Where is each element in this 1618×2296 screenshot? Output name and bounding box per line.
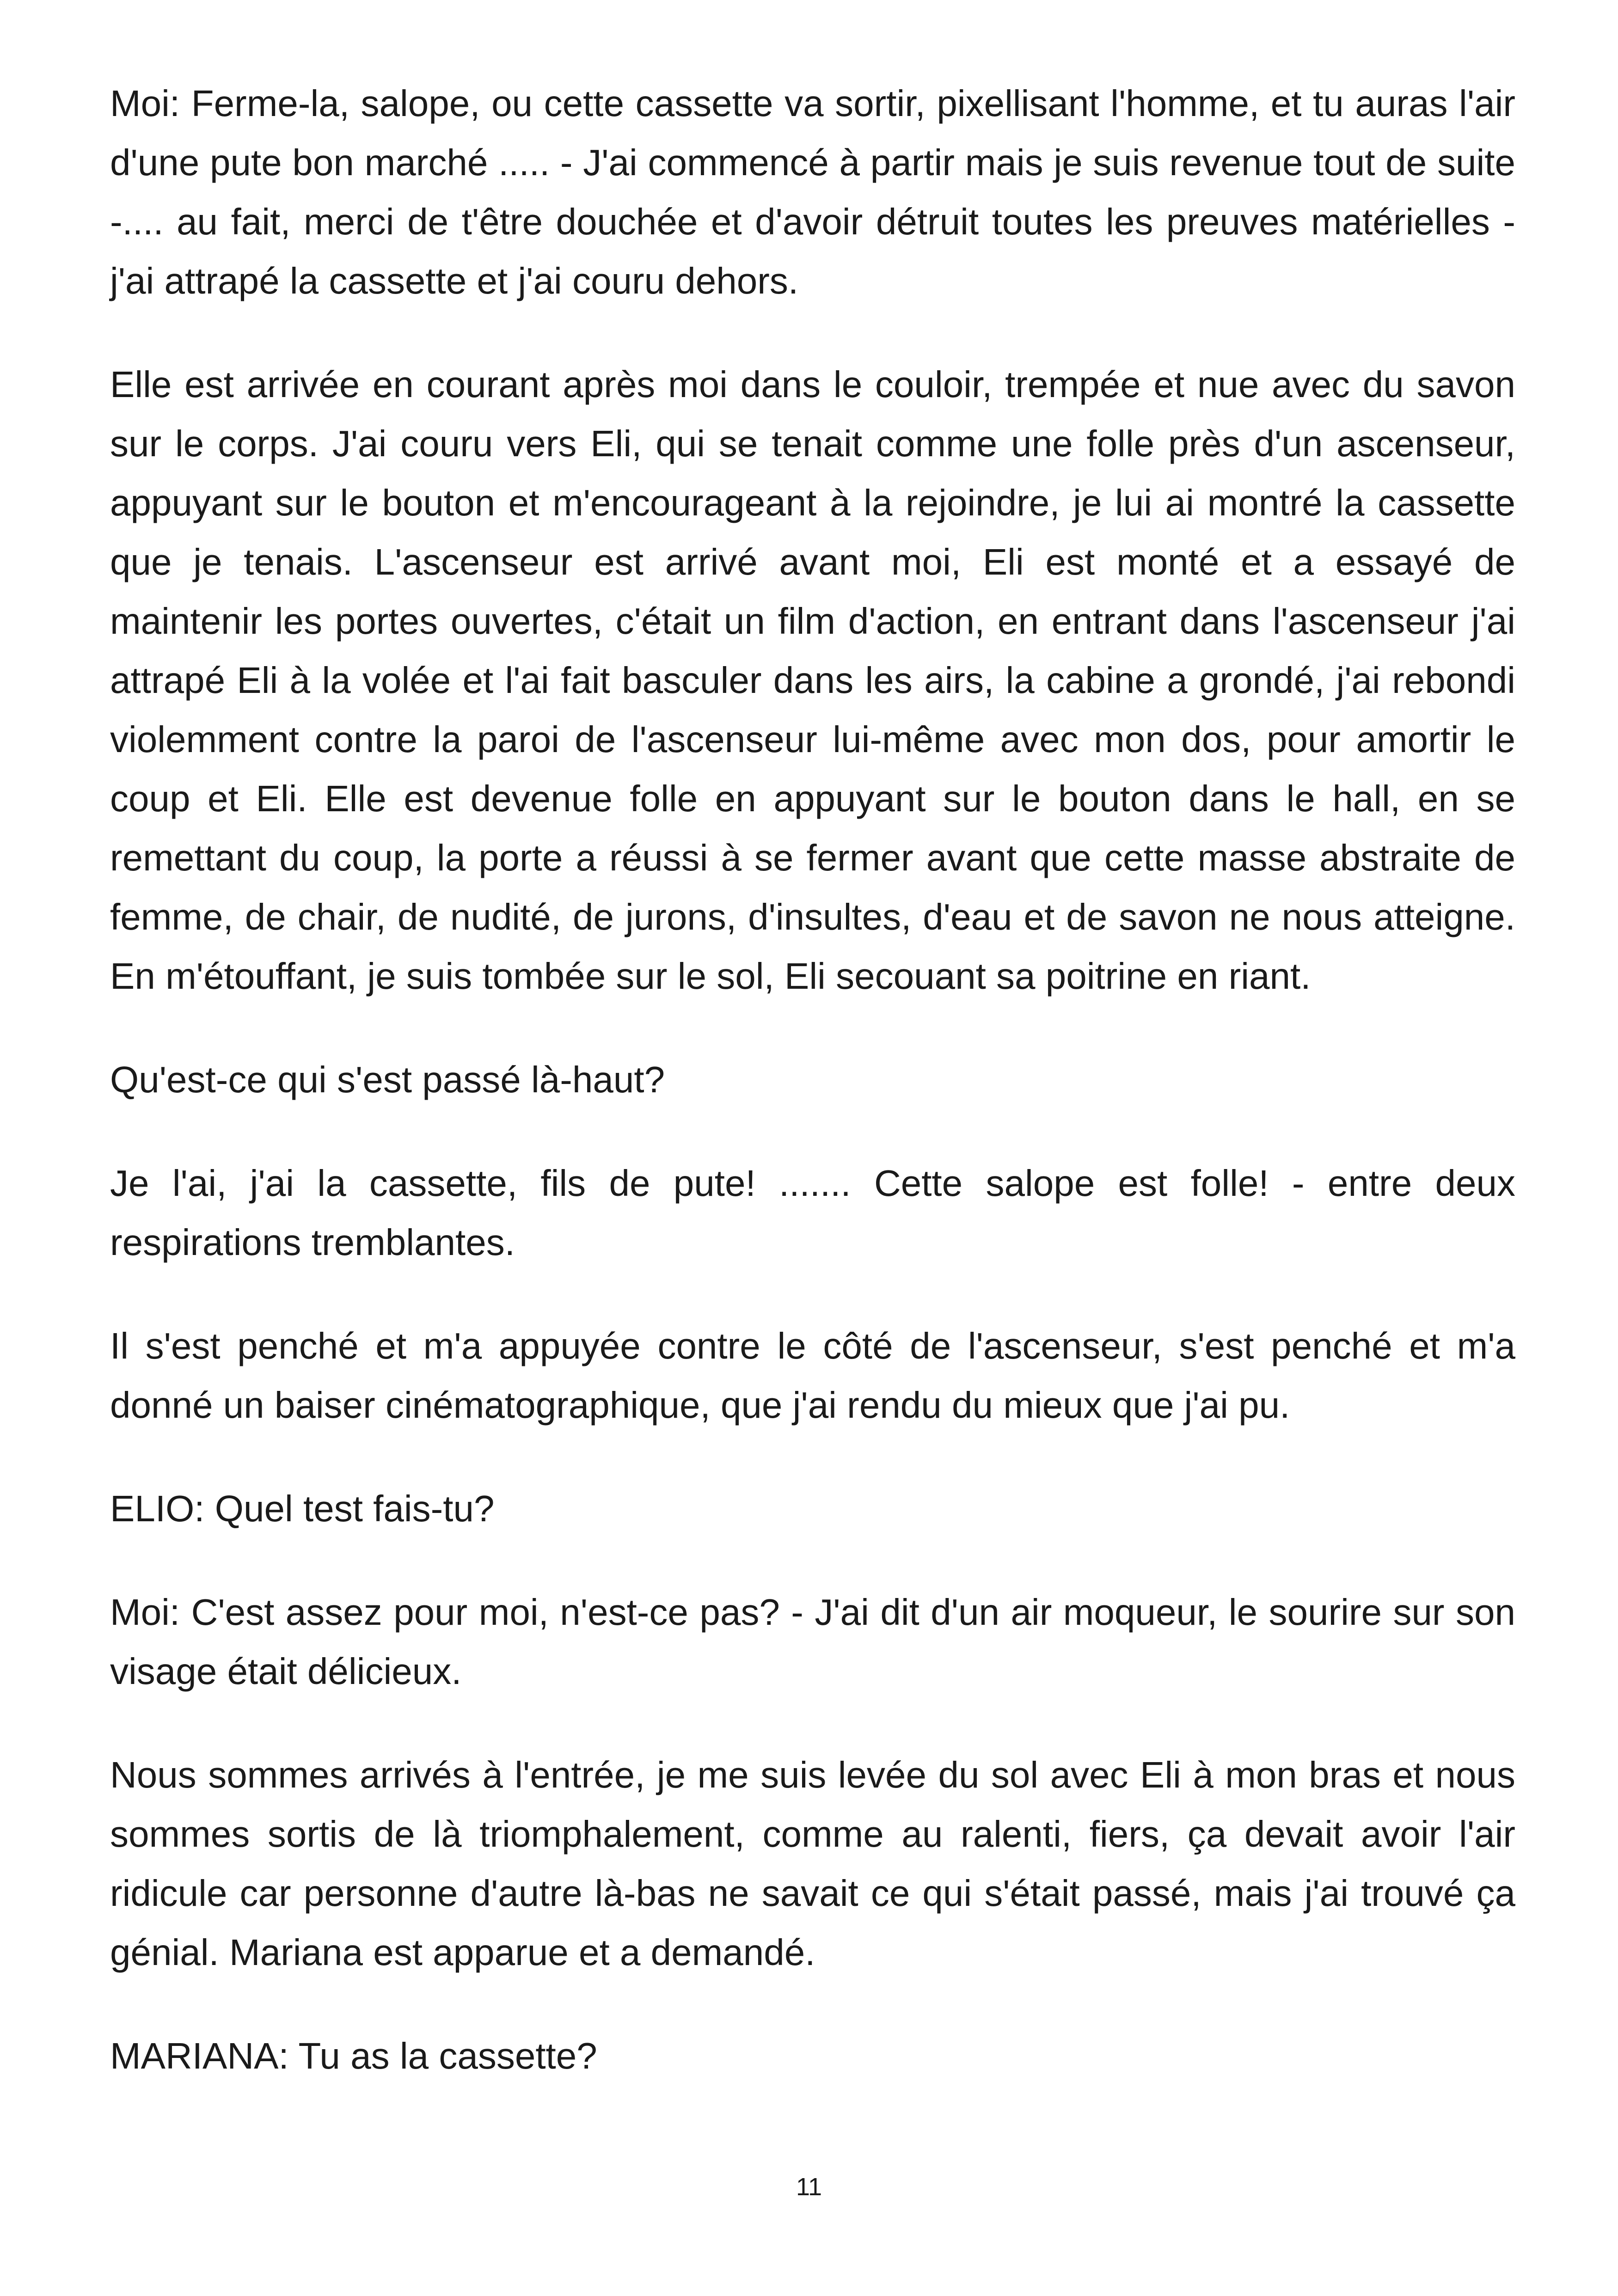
paragraph: Moi: Ferme-la, salope, ou cette cassette va sortir, pixellisant l'homme, et tu auras l'air d'une pute bon marché ..... - J'ai commencé à partir mais je suis revenue tout de suite -.... au fait, merci de t'être douchée et d'avoir détruit toutes les preuves matérielles - j'ai attrapé la cassette et j'ai couru dehors. xyxy=(110,83,1515,301)
paragraph: Il s'est penché et m'a appuyée contre le côté de l'ascenseur, s'est penché et m'a donné un baiser cinématographique, que j'ai rendu du mieux que j'ai pu. xyxy=(110,1325,1515,1426)
paragraph: Moi: C'est assez pour moi, n'est-ce pas? - J'ai dit d'un air moqueur, le sourire sur son visage était délicieux. xyxy=(110,1592,1515,1692)
paragraph: Qu'est-ce qui s'est passé là-haut? xyxy=(110,1059,665,1100)
page-number: 11 xyxy=(796,2173,822,2201)
paragraph: MARIANA: Tu as la cassette? xyxy=(110,2035,597,2076)
paragraph: Je l'ai, j'ai la cassette, fils de pute! ....... Cette salope est folle! - entre deux respirations tremblantes. xyxy=(110,1163,1515,1263)
paragraph: Nous sommes arrivés à l'entrée, je me suis levée du sol avec Eli à mon bras et nous sommes sortis de là triomphalement, comme au ralenti, fiers, ça devait avoir l'air ridicule car personne d'autre là-bas ne savait ce qui s'était passé, mais j'ai trouvé ça génial. Mariana est apparue et a demandé. xyxy=(110,1754,1515,1973)
body-text xyxy=(110,74,1515,2130)
paragraph: ELIO: Quel test fais-tu? xyxy=(110,1488,495,1529)
paragraph: Elle est arrivée en courant après moi dans le couloir, trempée et nue avec du savon sur le corps. J'ai couru vers Eli, qui se tenait comme une folle près d'un ascenseur, appuyant sur le bouton et m'encourageant à la rejoindre, je lui ai montré la cassette que je tenais. L'ascenseur est arrivé avant moi, Eli est monté et a essayé de maintenir les portes ouvertes, c'était un film d'action, en entrant dans l'ascenseur j'ai attrapé Eli à la volée et l'ai fait basculer dans les airs, la cabine a grondé, j'ai rebondi violemment contre la paroi de l'ascenseur lui-même avec mon dos, pour amortir le coup et Eli. Elle est devenue folle en appuyant sur le bouton dans le hall, en se remettant du coup, la porte a réussi à se fermer avant que cette masse abstraite de femme, de chair, de nudité, de jurons, d'insultes, d'eau et de savon ne nous atteigne. En m'étouffant, je suis tombée sur le sol, Eli secouant sa poitrine en riant. xyxy=(110,364,1515,997)
